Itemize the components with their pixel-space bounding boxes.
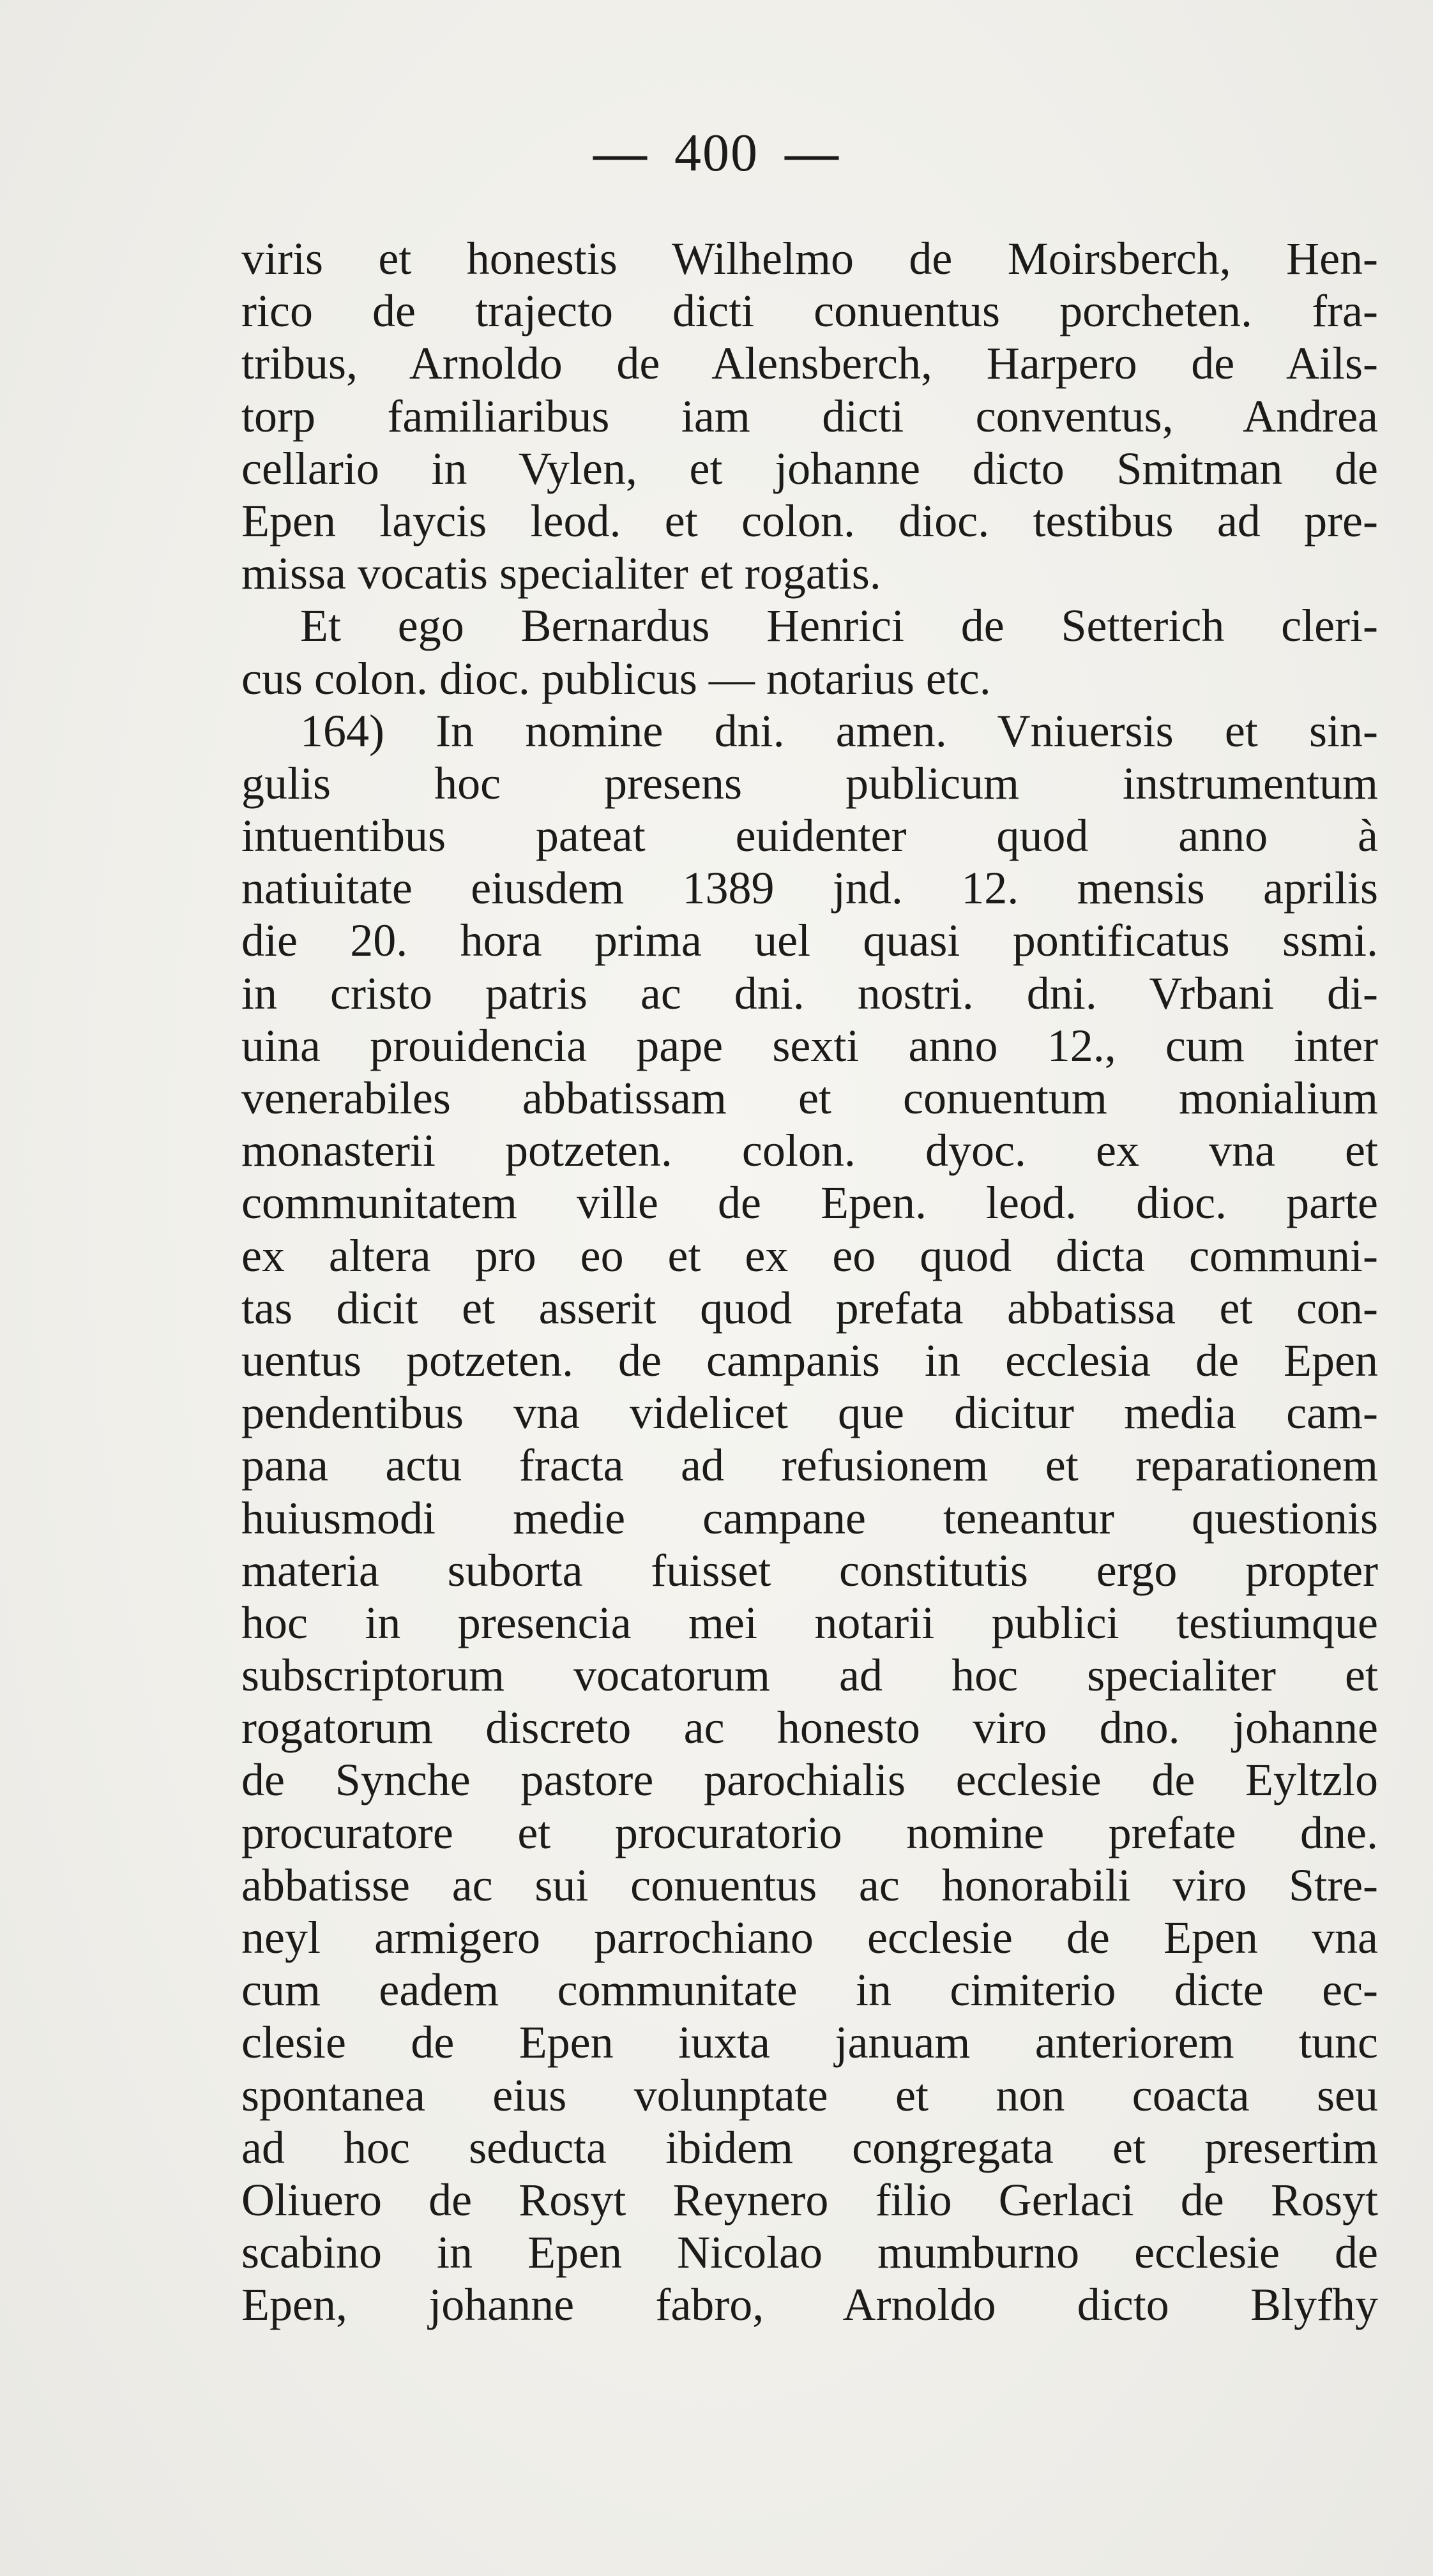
text-line: ad hoc seducta ibidem congregata et presertim	[241, 2121, 1378, 2173]
text-line: 164) In nomine dni. amen. Vniuersis et sin-	[300, 705, 1378, 757]
text-line: cum eadem communitate in cimiterio dicte ec-	[241, 1964, 1378, 2016]
text-line: in cristo patris ac dni. nostri. dni. Vrbani di-	[241, 967, 1378, 1019]
text-line: uina prouidencia pape sexti anno 12., cum inter	[241, 1020, 1378, 1071]
text-line: pana actu fracta ad refusionem et reparationem	[241, 1440, 1378, 1491]
text-line: spontanea eius volunptate et non coacta seu	[241, 2069, 1378, 2121]
text-line: clesie de Epen iuxta januam anteriorem tunc	[241, 2017, 1378, 2068]
text-line: huiusmodi medie campane teneantur questionis	[241, 1492, 1378, 1544]
text-line: intuentibus pateat euidenter quod anno à	[241, 810, 1378, 862]
text-line: materia suborta fuisset constitutis ergo propter	[241, 1544, 1378, 1596]
text-line: scabino in Epen Nicolao mumburno ecclesie de	[241, 2227, 1378, 2278]
text-line: de Synche pastore parochialis ecclesie de Eyltzlo	[241, 1754, 1378, 1806]
header-dash-left: —	[593, 123, 648, 183]
text-line: subscriptorum vocatorum ad hoc specialiter et	[241, 1650, 1378, 1701]
text-line: neyl armigero parrochiano ecclesie de Epen vna	[241, 1912, 1378, 1963]
text-line: viris et honestis Wilhelmo de Moirsberch, Hen-	[241, 233, 1378, 284]
text-line: rico de trajecto dicti conuentus porcheten. fra-	[241, 285, 1378, 337]
text-line: tas dicit et asserit quod prefata abbatissa et con-	[241, 1282, 1378, 1334]
text-line: tribus, Arnoldo de Alensberch, Harpero de Ails-	[241, 338, 1378, 389]
text-line: procuratore et procuratorio nomine prefate dne.	[241, 1807, 1378, 1858]
page-number: 400	[674, 123, 759, 183]
text-line: rogatorum discreto ac honesto viro dno. johanne	[241, 1702, 1378, 1754]
text-line: monasterii potzeten. colon. dyoc. ex vna et	[241, 1125, 1378, 1177]
text-line: missa vocatis specialiter et rogatis.	[241, 548, 881, 599]
text-line: torp familiaribus iam dicti conventus, Andrea	[241, 390, 1378, 442]
text-line: abbatisse ac sui conuentus ac honorabili viro Stre-	[241, 1859, 1378, 1911]
text-line: Epen, johanne fabro, Arnoldo dicto Blyfhy	[241, 2279, 1378, 2331]
text-line: die 20. hora prima uel quasi pontificatus ssmi.	[241, 915, 1378, 967]
text-line: communitatem ville de Epen. leod. dioc. parte	[241, 1177, 1378, 1229]
page-number-header	[0, 121, 1433, 185]
text-line: cus colon. dioc. publicus — notarius etc.	[241, 652, 991, 704]
header-dash-right: —	[785, 123, 840, 183]
text-line: venerabiles abbatissam et conuentum monialium	[241, 1073, 1378, 1124]
text-line: Oliuero de Rosyt Reynero filio Gerlaci de Rosyt	[241, 2174, 1378, 2226]
text-line: hoc in presencia mei notarii publici testiumque	[241, 1597, 1378, 1648]
text-line: uentus potzeten. de campanis in ecclesia de Epen	[241, 1334, 1378, 1386]
text-line: Et ego Bernardus Henrici de Setterich cleri-	[300, 600, 1378, 652]
text-line: gulis hoc presens publicum instrumentum	[241, 757, 1378, 809]
text-line: pendentibus vna videlicet que dicitur media cam-	[241, 1387, 1378, 1439]
body-text	[241, 232, 1378, 2331]
text-line: ex altera pro eo et ex eo quod dicta communi-	[241, 1230, 1378, 1281]
text-line: cellario in Vylen, et johanne dicto Smitman de	[241, 442, 1378, 494]
text-line: Epen laycis leod. et colon. dioc. testibus ad pre-	[241, 495, 1378, 546]
text-line: natiuitate eiusdem 1389 jnd. 12. mensis aprilis	[241, 862, 1378, 914]
